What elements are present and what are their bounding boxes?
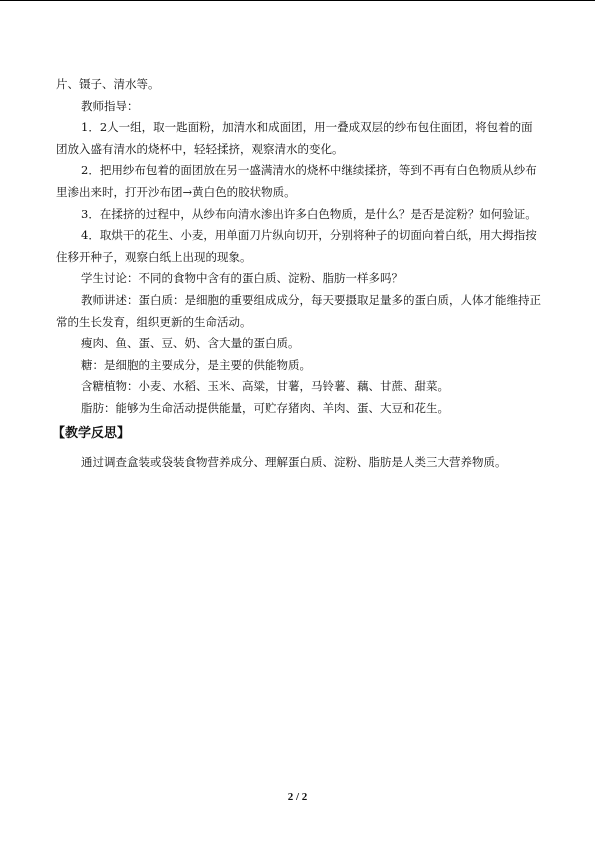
step-3: 3．在揉挤的过程中，从纱布向清水渗出许多白色物质，是什么？是否是淀粉？如何验证。: [81, 206, 537, 221]
reflection-heading: 【教学反思】: [52, 425, 131, 441]
student-discussion: 学生讨论：不同的食物中含有的蛋白质、淀粉、脂肪一样多吗？: [81, 271, 403, 286]
fat-description: 脂肪：能够为生命活动提供能量，可贮存猪肉、羊肉、蛋、大豆和花生。: [81, 400, 449, 415]
sugar-plants: 含糖植物：小麦、水稻、玉米、高粱，甘薯，马铃薯、藕、甘蔗、甜菜。: [81, 379, 449, 394]
step-4: 4．取烘干的花生、小麦，用单面刀片纵向切开，分别将种子的切面向着白纸，用大拇指按住移开种子，观察白纸上出现的现象。: [56, 228, 537, 264]
teacher-guidance-label: 教师指导：: [81, 98, 139, 113]
materials-continuation: 片、镊子、清水等。: [56, 77, 160, 91]
step-2: 2．把用纱布包着的面团放在另一盛满清水的烧杯中继续揉挤，等到不再有白色物质从纱布里渗出来时，打开沙布团→黄白色的胶状物质。: [56, 163, 537, 199]
header-rule: [0, 0, 595, 1]
page-number: 2 / 2: [287, 791, 308, 803]
sugar-description: 糖：是细胞的主要成分，是主要的供能物质。: [81, 357, 311, 372]
protein-foods: 瘦肉、鱼、蛋、豆、奶、含大量的蛋白质。: [81, 336, 300, 351]
reflection-text: 通过调查盒装或袋装食物营养成分、理解蛋白质、淀粉、脂肪是人类三大营养物质。: [81, 454, 507, 469]
teacher-explanation-protein: 教师讲述：蛋白质：是细胞的重要组成成分，每天要摄取足量多的蛋白质，人体才能维持正常的生长发育，组织更新的生命活动。: [56, 292, 541, 329]
step-1: 1．2人一组，取一匙面粉，加清水和成面团，用一叠成双层的纱布包住面团，将包着的面团放入盛有清水的烧杯中，轻轻揉挤，观察清水的变化。: [56, 120, 533, 156]
document-body: [52, 74, 544, 473]
